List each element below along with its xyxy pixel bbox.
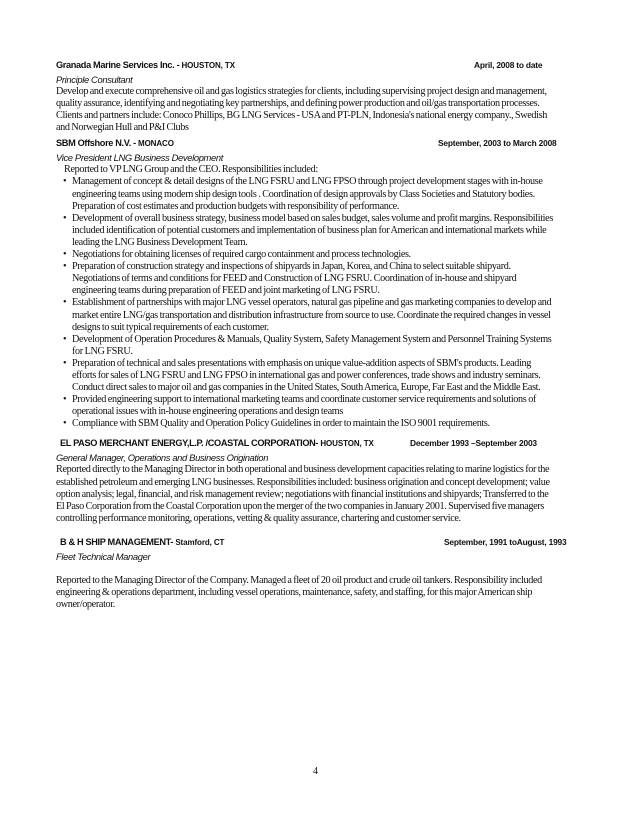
job-dates: September, 2003 to March 2008 (438, 138, 557, 149)
list-item: • Compliance with SBM Quality and Operation Policy Guidelines in order to maintain the ISO 9001 requirements. (72, 418, 556, 430)
job-header (56, 438, 556, 452)
list-item: • Preparation of technical and sales presentations with emphasis on unique value-addition aspects of SBM's products. Leading efforts for sales of LNG FSRU and LNG FPSO in international gas and power conferences, trade shows and industry seminars. Conduct direct sales to major oil and gas companies in the United States, South America, Europe, Far East and the Middle East. (72, 358, 556, 394)
company-location: HOUSTON, TX (320, 439, 374, 449)
company-name: B & H SHIP MANAGEMENT- (60, 536, 174, 547)
job-dates: December 1993 –September 2003 (410, 438, 537, 449)
list-item: • Negotiations for obtaining licenses of required cargo containment and process technologies. (72, 249, 556, 261)
page-number: 4 (313, 766, 318, 777)
company-name: Granada Marine Services Inc. - (56, 60, 180, 70)
company-name: SBM Offshore N.V. - (56, 138, 136, 149)
list-item: • Management of concept & detail designs of the LNG FSRU and LNG FPSO through project development stages with in-house engineering teams using modern ship design tools . Coordination of design approvals by Class Societies and Statutory bodies. Preparation of cost estimates and production budgets with responsibility of performance. (72, 176, 556, 212)
job-title: Fleet Technical Manager (56, 550, 151, 562)
job-description: Reported to the Managing Director of the Company. Managed a fleet of 20 oil product and crude oil tankers. Responsibility included engineering & operations department, including vessel operations, maintenance, safety, and staffing, for this major American ship owner/operator. (56, 574, 542, 611)
company-location: MONACO (138, 139, 174, 149)
job-title: General Manager, Operations and Business Origination (56, 452, 269, 464)
company-name: EL PASO MERCHANT ENERGY,L.P. /COASTAL CORPORATION- (60, 438, 319, 449)
job-description: Develop and execute comprehensive oil and gas logistics strategies for clients, including supervising project design and management, quality assurance, identifying and negotiating key partnerships, and defining power production and oil/gas transportation processes. Clients and partners include: Conoco Phillips, BG LNG Services - USA and PT-PLN, Indonesia's national energy company., Swedish and Norwegian Hull and P&I Clubs (56, 86, 547, 134)
list-item: • Development of Operation Procedures & Manuals, Quality System, Safety Management System and Personnel Training Systems for LNG FSRU. (72, 334, 556, 358)
job-title: Principle Consultant (56, 74, 133, 85)
responsibility-list (56, 176, 556, 430)
job-el-paso (56, 438, 556, 524)
company-location: Stamford, CT (175, 537, 225, 547)
resume-page (56, 60, 567, 611)
job-description: Reported directly to the Managing Director in both operational and business development capacities relating to marine logistics for the established petroleum and emerging LNG businesses. Responsibilities included: business origination and concept development; value option analysis; legal, financial, and risk management review; negotiations with financial institutions and shipyards; Transferred to the El Paso Corporation from the Coastal Corporation upon the merger of the two companies in January 2001. Supervised five managers controlling performance monitoring, operations, vetting & quality assurance, chartering and customer service. (56, 464, 550, 524)
job-intro: Reported to VP LNG Group and the CEO. Responsibilities included: (64, 164, 318, 176)
job-title: Vice President LNG Business Development (56, 152, 223, 164)
job-header (56, 536, 567, 551)
job-sbm (56, 138, 556, 430)
company-location: HOUSTON, TX (181, 61, 235, 70)
list-item: • Establishment of partnerships with major LNG vessel operators, natural gas pipeline and gas marketing companies to develop and market entire LNG/gas transportation and distribution infrastructure from source to use. Coordinate the required changes in vessel designs to suit typical requirements of each customer. (72, 297, 556, 333)
job-dates: September, 1991 toAugust, 1993 (444, 536, 567, 547)
list-item: • Provided engineering support to international marketing teams and coordinate customer service requirements and solutions of operational issues with in-house engineering operations and design teams (72, 394, 556, 418)
job-b-and-h (56, 536, 567, 611)
list-item: • Development of overall business strategy, business model based on sales budget, sales volume and profit margins. Responsibilities included identification of potential customers and implementation of business plan for American and international markets while leading the LNG Business Development Team. (72, 213, 556, 249)
job-granada (56, 60, 556, 134)
job-header (56, 60, 556, 74)
list-item: • Preparation of construction strategy and inspections of shipyards in Japan, Korea, and China to select suitable shipyard. Negotiations of terms and conditions for FEED and Construction of LNG FSRU. Coordination of in-house and shipyard engineering teams during preparation of FEED and joint marketing of LNG FSRU. (72, 261, 556, 297)
job-header (56, 138, 556, 152)
job-dates: April, 2008 to date (474, 60, 543, 70)
